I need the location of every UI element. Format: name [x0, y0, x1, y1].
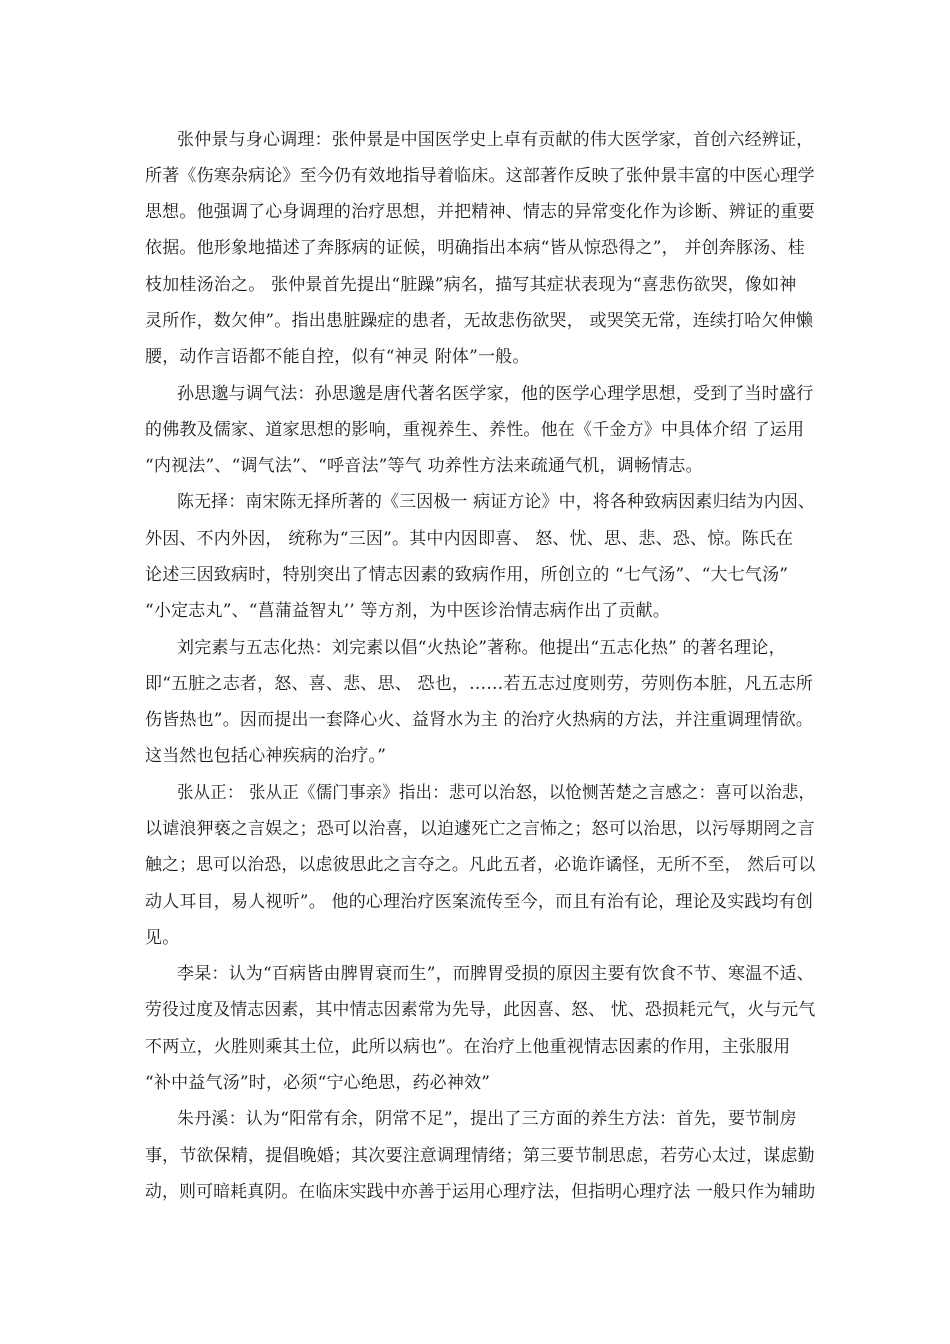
- text-line: 所著《伤寒杂病论》至今仍有效地指导着临床。这部著作反映了张仲景丰富的中医心理学: [145, 166, 815, 186]
- text-line: 伤皆热也”。因而提出一套降心火、益肾水为主 的治疗火热病的方法，并注重调理情欲。: [145, 710, 814, 730]
- text-line: 李杲：认为“百病皆由脾胃衰而生”，而脾胃受损的原因主要有饮食不节、寒温不适、: [177, 964, 814, 984]
- text-line: 触之；思可以治恐，以虑彼思此之言夺之。凡此五者，必诡诈谲怪，无所不至， 然后可以: [145, 855, 816, 875]
- text-line: 依据。他形象地描述了奔豚病的证候，明确指出本病“皆从惊恐得之”， 并创奔豚汤、桂: [145, 238, 805, 258]
- text-line: 刘完素与五志化热：刘完素以倡“火热论”著称。他提出“五志化热” 的著名理论，: [177, 638, 786, 658]
- text-line: “小定志丸”、“菖蒲益智丸’’ 等方剂，为中医诊治情志病作出了贡献。: [145, 601, 671, 621]
- text-line: 动，则可暗耗真阴。在临床实践中亦善于运用心理疗法，但指明心理疗法 一般只作为辅助: [145, 1182, 816, 1202]
- text-line: 孙思邈与调气法：孙思邈是唐代著名医学家，他的医学心理学思想，受到了当时盛行: [177, 384, 814, 404]
- text-line: 外因、不内外因， 统称为“三因”。其中内因即喜、 怒、忧、思、悲、恐、惊。陈氏在: [145, 529, 794, 549]
- text-line: 朱丹溪：认为“阳常有余，阴常不足”，提出了三方面的养生方法：首先，要节制房: [177, 1109, 797, 1129]
- text-line: 劳役过度及情志因素，其中情志因素常为先导，此因喜、怒、 忧、恐损耗元气，火与元气: [145, 1000, 816, 1020]
- text-line: 枝加桂汤治之。 张仲景首先提出“脏躁”病名，描写其症状表现为“喜悲伤欲哭，像如神: [145, 275, 797, 295]
- text-line: 事，节欲保精，提倡晚婚；其次要注意调理情绪；第三要节制思虑，若劳心太过，谋虑勤: [145, 1146, 815, 1166]
- text-line: 不两立，火胜则乘其土位，此所以病也”。在治疗上他重视情志因素的作用，主张服用: [145, 1037, 791, 1057]
- text-line: 张从正： 张从正《儒门事亲》指出：悲可以治怒，以怆恻苦楚之言感之：喜可以治悲，: [177, 783, 816, 803]
- text-line: 以谑浪狎亵之言娱之；恐可以治喜，以迫遽死亡之言怖之；怒可以治思，以污辱期罔之言: [145, 819, 815, 839]
- text-line: 论述三因致病时，特别突出了情志因素的致病作用，所创立的 “七气汤”、“大七气汤”: [145, 565, 789, 585]
- text-line: “内视法”、“调气法”、“呼音法”等气 功养性方法来疏通气机，调畅情志。: [145, 456, 703, 476]
- text-line: 见。: [145, 928, 180, 948]
- text-line: 动人耳目，易人视听”。 他的心理治疗医案流传至今，而且有治有论，理论及实践均有创: [145, 892, 814, 912]
- text-line: 腰，动作言语都不能自控，似有“神灵 附体”一般。: [145, 347, 530, 367]
- text-line: 灵所作，数欠伸”。指出患脏躁症的患者，无故悲伤欲哭， 或哭笑无常，连续打哈欠伸懒: [145, 311, 814, 331]
- text-line: 陈无择：南宋陈无择所著的《三因极一 病证方论》中，将各种致病因素归结为内因、: [177, 492, 816, 512]
- text-line: 的佛教及儒家、道家思想的影响，重视养生、养性。他在《千金方》中具体介绍 了运用: [145, 420, 805, 440]
- text-line: 即“五脏之志者，怒、喜、悲、思、 恐也，……若五志过度则劳，劳则伤本脏，凡五志所: [145, 674, 814, 694]
- text-line: 思想。他强调了心身调理的治疗思想，并把精神、情志的异常变化作为诊断、辨证的重要: [145, 202, 815, 222]
- text-line: 张仲景与身心调理：张仲景是中国医学史上卓有贡献的伟大医学家，首创六经辨证，: [177, 130, 814, 150]
- text-line: “补中益气汤”时，必须“宁心绝思，药必神效”: [145, 1073, 491, 1093]
- text-line: 这当然也包括心神疾病的治疗。”: [145, 746, 387, 766]
